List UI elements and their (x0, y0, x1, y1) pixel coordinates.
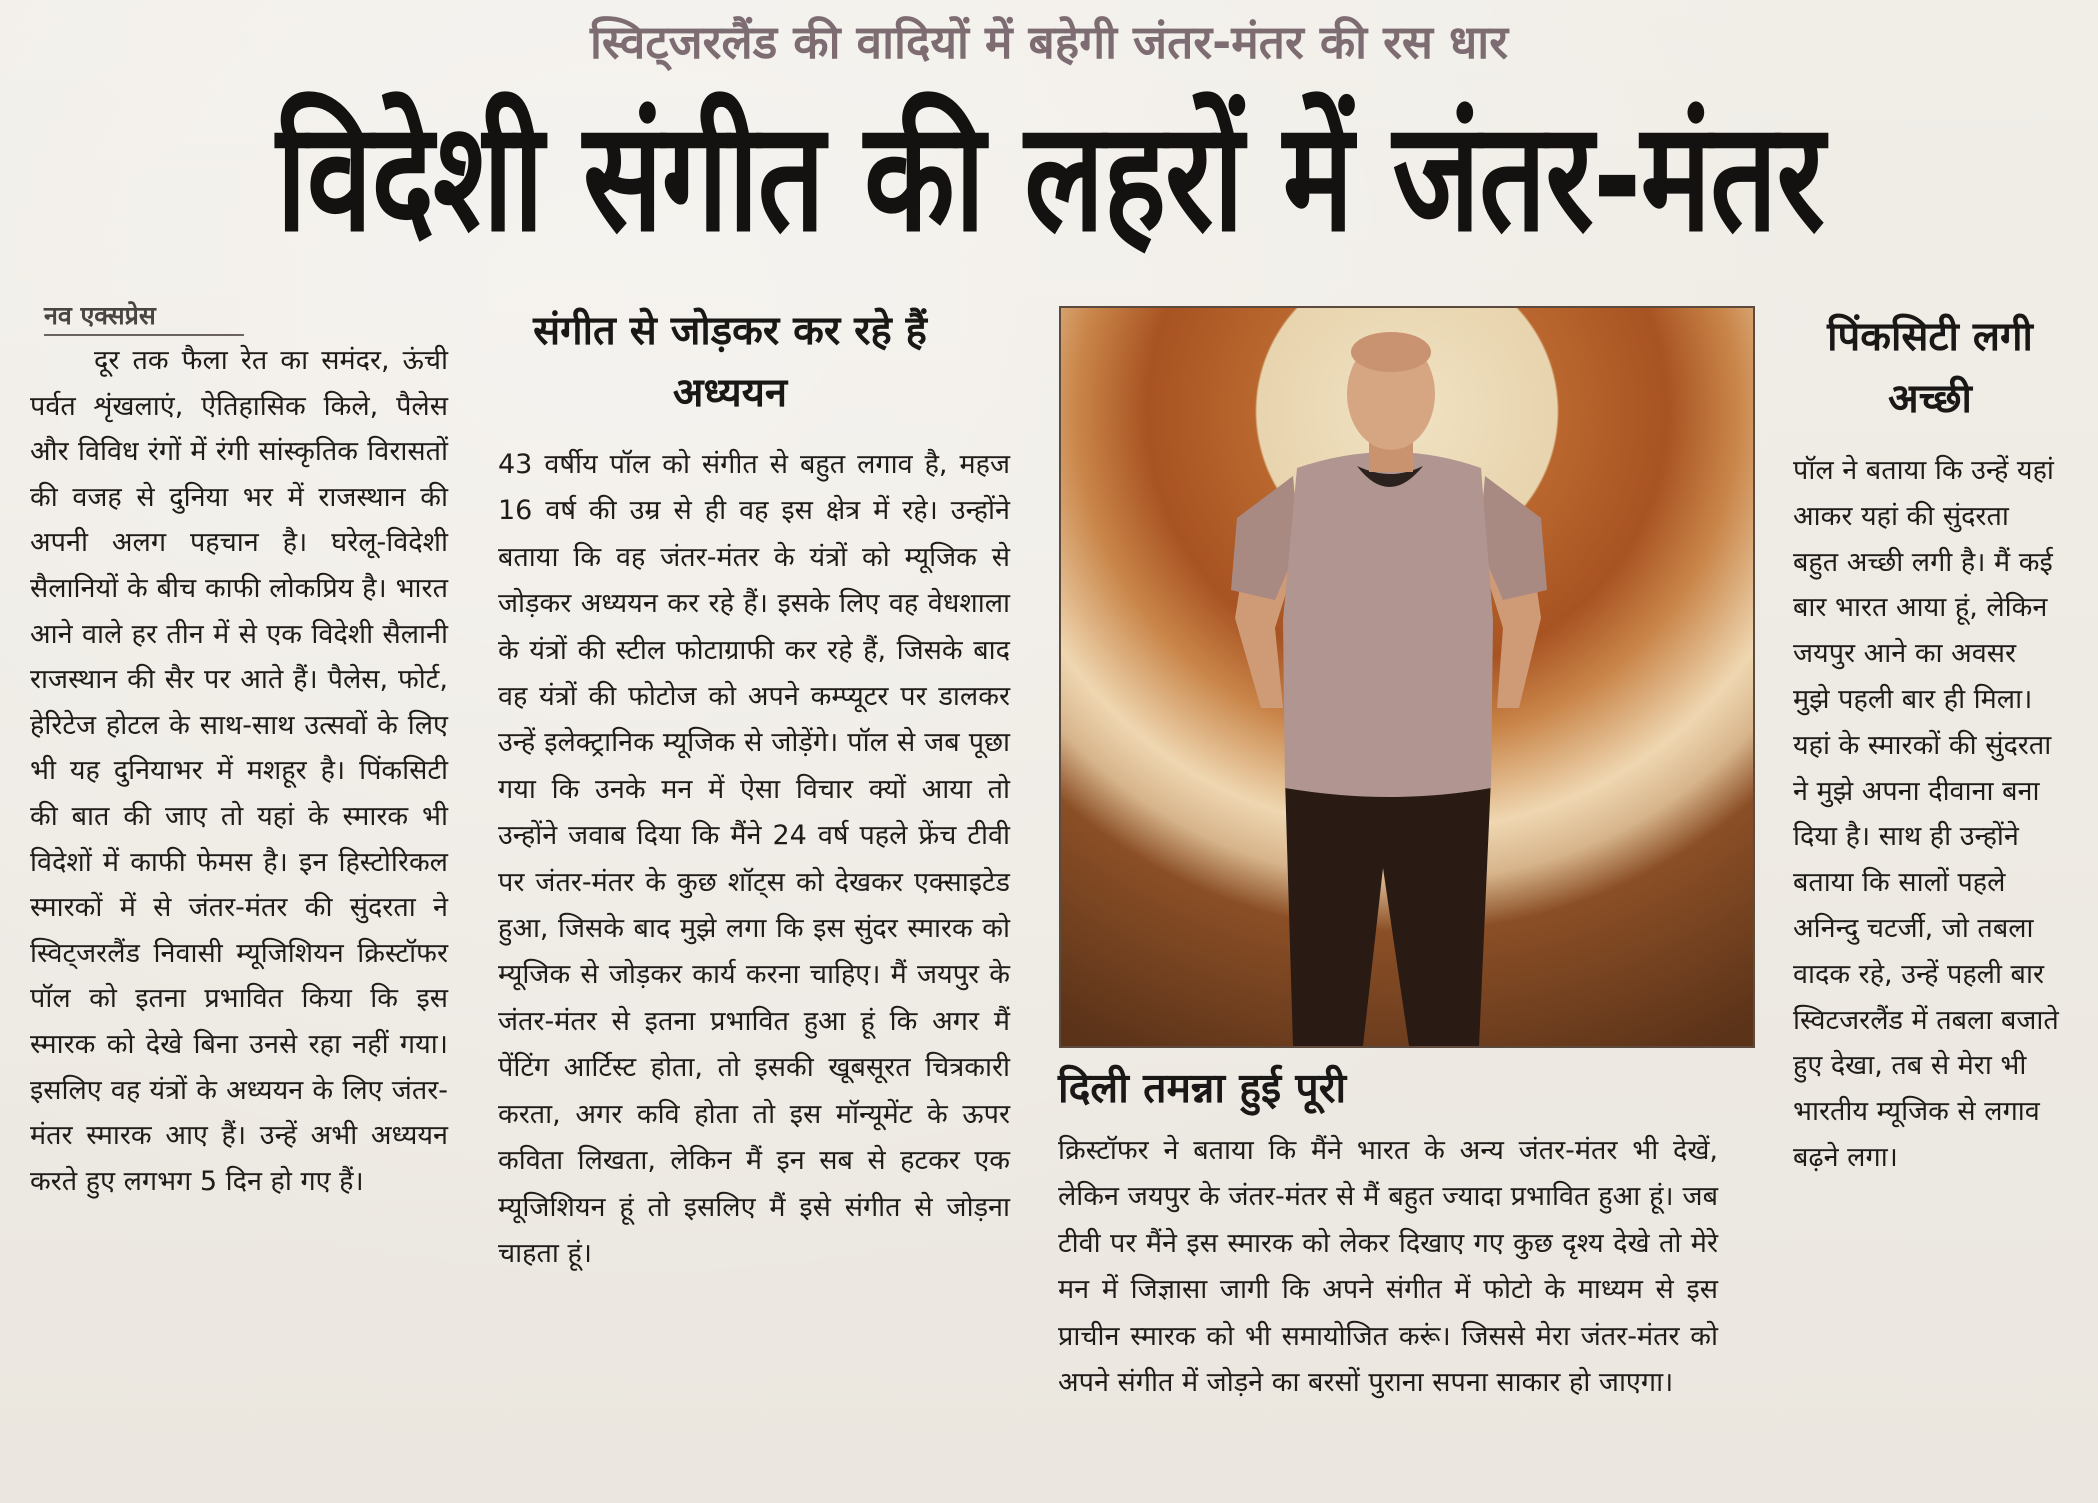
section3-text: क्रिस्टॉफर ने बताया कि मैंने भारत के अन्य जंतर-मंतर भी देखें, लेकिन जयपुर के जंतर-मंतर से मैं बहुत ज्यादा प्रभावित हुआ हूं। जब टीवी पर मैंने इस स्मारक को लेकर दिखाए गए कुछ दृश्य देखे तो मेरे मन में जिज्ञासा जागी कि अपने संगीत में फोटो के माध्यम से इस प्राचीन स्मारक को भी समायोजित करूं। जिससे मेरा जंतर-मंतर को अपने संगीत में जोड़ने का बरसों पुराना सपना साकार हो जाएगा। (1058, 1135, 1718, 1399)
section3-column (1058, 1128, 1718, 1498)
musician-illustration (1061, 308, 1753, 1046)
main-headline: विदेशी संगीत की लहरों में जंतर-मंतर (276, 88, 1824, 265)
byline: नव एक्सप्रेस (44, 298, 244, 336)
section2-text: 43 वर्षीय पॉल को संगीत से बहुत लगाव है, महज 16 वर्ष की उम्र से ही वह इस क्षेत्र में रहे। उन्होंने बताया कि वह जंतर-मंतर के यंत्रों को म्यूजिक से जोड़कर अध्ययन कर रहे हैं। इसके लिए वह वेधशाला के यंत्रों की स्टील फोटाग्राफी कर रहे हैं, जिसके बाद वह यंत्रों की फोटोज को अपने कम्प्यूटर पर डालकर उन्हें इलेक्ट्रानिक म्यूजिक से जोड़ेंगे। पॉल से जब पूछा गया कि उनके मन में ऐसा विचार क्यों आया तो उन्होंने जवाब दिया कि मैंने 24 वर्ष पहले फ्रेंच टीवी पर जंतर-मंतर के कुछ शॉट्स को देखकर एक्साइटेड हुआ, जिसके बाद मुझे लगा कि इस सुंदर स्मारक को म्यूजिक से जोड़कर कार्य करना चाहिए। मैं जयपुर के जंतर-मंतर से इतना प्रभावित हुआ हूं कि अगर मैं पेंटिंग आर्टिस्ट होता, तो इसकी खूबसूरत चित्रकारी करता, अगर कवि होता तो इस मॉन्यूमेंट के ऊपर कविता लिखता, लेकिन मैं इन सब से हटकर एक म्यूजिशियन हूं तो इसलिए मैं इसे संगीत से जोड़ना चाहता हूं। (498, 449, 1010, 1269)
musician-photo (1059, 306, 1755, 1048)
intro-text: दूर तक फैला रेत का समंदर, ऊंची पर्वत शृंखलाएं, ऐतिहासिक किले, पैलेस और विविध रंगों में रंगी सांस्कृतिक विरासतों की वजह से दुनिया भर में राजस्थान की अपनी अलग पहचान है। घरेलू-विदेशी सैलानियों के बीच काफी लोकप्रिय है। भारत आने वाले हर तीन में से एक विदेशी सैलानी राजस्थान की सैर पर आते हैं। पैलेस, फोर्ट, हेरिटेज होटल के साथ-साथ उत्सवों के लिए भी यह दुनियाभर में मशहूर है। पिंकसिटी की बात की जाए तो यहां के स्मारक भी विदेशों में काफी फेमस है। इन हिस्टोरिकल स्मारकों में से जंतर-मंतर की सुंदरता ने स्विट्जरलैंड निवासी म्यूजिशियन क्रिस्टॉफर पॉल को इतना प्रभावित किया कि इस स्मारक को देखे बिना उनसे रहा नहीं गया। इसलिए वह यंत्रों के अध्ययन के लिए जंतर-मंतर स्मारक आए हैं। उन्हें अभी अध्ययन करते हुए लगभग 5 दिन हो गए हैं। (30, 345, 448, 1197)
section4-column (1793, 448, 2059, 1498)
section4-text: पॉल ने बताया कि उन्हें यहां आकर यहां की सुंदरता बहुत अच्छी लगी है। मैं कई बार भारत आया हूं, लेकिन जयपुर आने का अवसर मुझे पहली बार ही मिला। यहां के स्मारकों की सुंदरता ने मुझे अपना दीवाना बना दिया है। साथ ही उन्होंने बताया कि सालों पहले अनिन्दु चटर्जी, जो तबला वादक रहे, उन्हें पहली बार स्विटजरलैंड में तबला बजाते हुए देखा, तब से मेरा भी भारतीय म्यूजिक से लगाव बढ़ने लगा। (1793, 455, 2059, 1173)
section3-heading: दिली तमन्ना हुई पूरी (1058, 1064, 1347, 1112)
intro-column (30, 338, 448, 1488)
kicker-headline: स्विट्जरलैंड की वादियों में बहेगी जंतर-मंतर की रस धार (589, 15, 1509, 69)
section4-heading: पिंकसिटी लगी अच्छी (1827, 314, 2033, 422)
section2-heading: संगीत से जोड़कर कर रहे हैं अध्ययन (533, 308, 927, 416)
section2-column (498, 442, 1010, 1492)
